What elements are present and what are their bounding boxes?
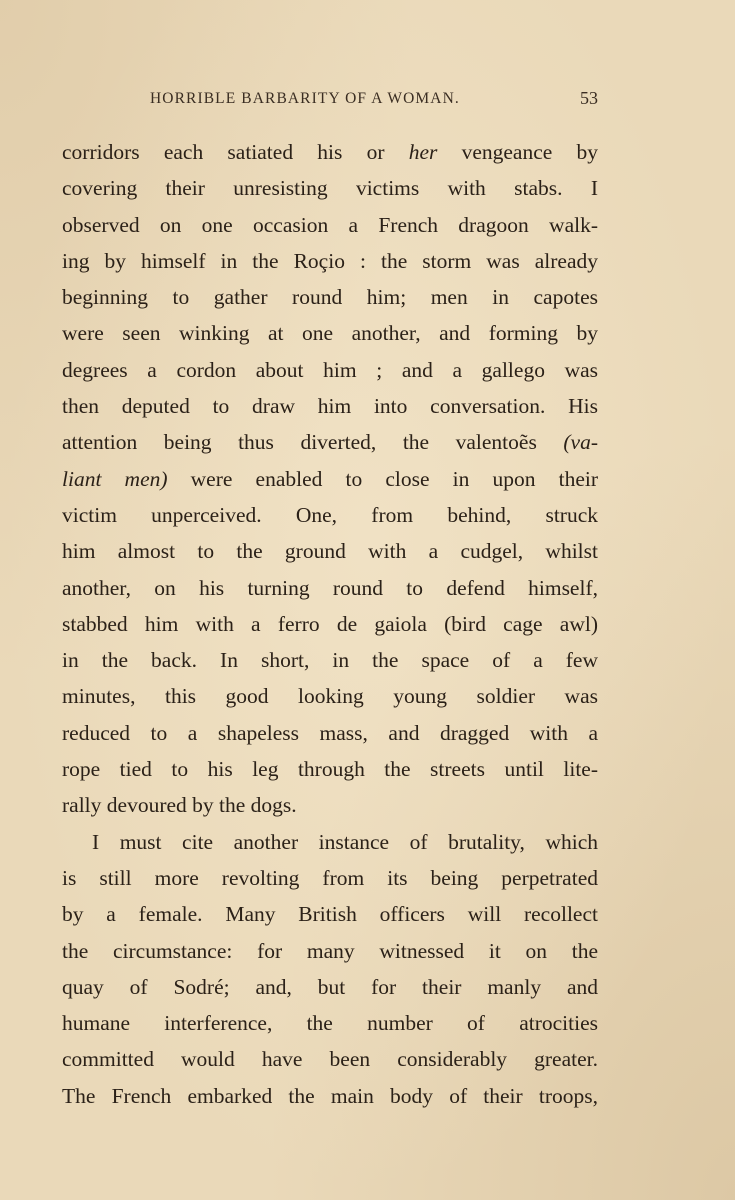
text-segment: reduced to a shapeless mass, and dragged with a	[62, 720, 598, 745]
text-segment: the circumstance: for many witnessed it on the	[62, 938, 598, 963]
text-segment: I must cite another instance of brutality, which	[92, 829, 598, 854]
text-line	[62, 170, 598, 206]
text-segment: observed on one occasion a French dragoon walk-	[62, 212, 598, 237]
text-line	[62, 824, 598, 860]
page-number: 53	[580, 88, 598, 108]
text-segment: victim unperceived. One, from behind, struck	[62, 502, 598, 527]
text-line	[62, 606, 598, 642]
text-line	[62, 570, 598, 606]
text-line	[62, 1005, 598, 1041]
text-segment: by a female. Many British officers will recollect	[62, 902, 598, 927]
text-line	[62, 461, 598, 497]
text-segment: were seen winking at one another, and forming by	[62, 321, 598, 346]
text-line	[62, 860, 598, 896]
text-line	[62, 969, 598, 1005]
text-line	[62, 352, 598, 388]
text-line	[62, 134, 598, 170]
italic-text: (va-	[563, 430, 598, 455]
text-segment: The French embarked the main body of their troops,	[62, 1083, 598, 1108]
text-segment: vengeance by	[437, 140, 599, 164]
text-segment: is still more revolting from its being perpetrated	[62, 865, 598, 890]
text-segment: beginning to gather round him; men in capotes	[62, 285, 598, 310]
text-line	[62, 787, 598, 823]
text-segment: him almost to the ground with a cudgel, whilst	[62, 539, 598, 564]
text-line	[62, 315, 598, 351]
italic-text: liant men)	[62, 466, 168, 491]
text-segment: minutes, this good looking young soldier was	[62, 684, 598, 709]
text-line	[62, 751, 598, 787]
italic-text: her	[408, 140, 438, 164]
text-line	[62, 933, 598, 969]
text-line	[62, 896, 598, 932]
text-line	[62, 243, 598, 279]
running-head	[62, 90, 598, 114]
text-line	[62, 388, 598, 424]
text-line	[62, 207, 598, 243]
text-segment: rally devoured by the dogs.	[62, 793, 297, 818]
text-line	[62, 642, 598, 678]
text-segment: covering their unresisting victims with stabs. I	[62, 176, 598, 201]
body-text	[62, 134, 598, 1114]
text-segment: ing by himself in the Roçio : the storm was already	[62, 248, 598, 273]
text-line	[62, 678, 598, 714]
text-line	[62, 715, 598, 751]
text-segment: corridors each satiated his or	[62, 140, 409, 164]
text-segment: another, on his turning round to defend himself,	[62, 575, 598, 600]
text-line	[62, 279, 598, 315]
text-segment: humane interference, the number of atrocities	[62, 1011, 598, 1036]
text-line	[62, 497, 598, 533]
text-segment: quay of Sodré; and, but for their manly and	[62, 974, 598, 999]
text-segment: committed would have been considerably greater.	[62, 1047, 598, 1072]
running-title: HORRIBLE BARBARITY OF A WOMAN.	[150, 90, 460, 107]
text-segment: rope tied to his leg through the streets until lite-	[62, 757, 598, 782]
text-segment: in the back. In short, in the space of a few	[62, 648, 598, 673]
text-segment: were enabled to close in upon their	[167, 466, 598, 491]
text-segment: then deputed to draw him into conversation. His	[62, 394, 598, 419]
text-segment: degrees a cordon about him ; and a gallego was	[62, 357, 598, 382]
text-segment: stabbed him with a ferro de gaiola (bird cage awl)	[62, 611, 598, 636]
text-segment: attention being thus diverted, the valentoẽs	[62, 430, 564, 455]
text-line	[62, 424, 598, 460]
text-line	[62, 1078, 598, 1114]
text-line	[62, 533, 598, 569]
text-line	[62, 1041, 598, 1077]
